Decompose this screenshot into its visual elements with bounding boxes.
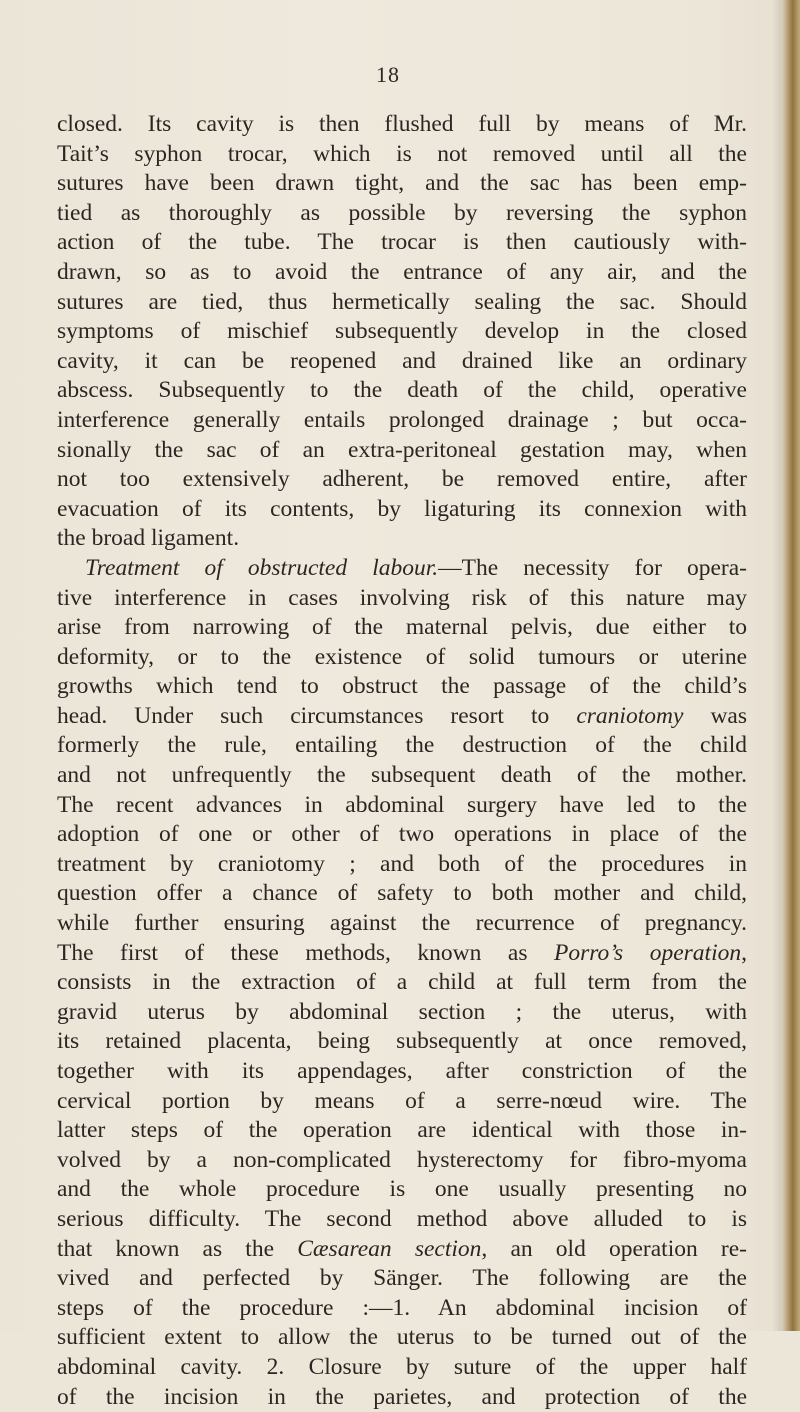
text-segment: consists in the extraction of a child at full term from the [57,969,747,996]
text-segment: —The necessity for opera- [438,554,747,581]
text-line [57,998,747,1028]
text-line [57,879,747,909]
text-line [57,1146,747,1176]
text-segment: evacuation of its contents, by ligaturing its connexion with [57,495,747,522]
text-segment: , an old operation re- [481,1235,747,1262]
text-segment: while further ensuring against the recurrence of pregnancy. [57,910,747,937]
text-segment: tied as thoroughly as possible by reversing the syphon [57,199,747,226]
text-line [57,199,747,229]
text-segment: treatment by craniotomy ; and both of the procedures in [57,850,747,877]
text-line [57,258,747,288]
text-segment: and not unfrequently the subsequent death of the mother. [57,762,747,789]
text-line [57,1294,747,1324]
text-segment: formerly the rule, entailing the destruction of the child [57,732,747,759]
text-segment: its retained placenta, being subsequently at once removed, [57,1028,747,1055]
text-segment: cavity, it can be reopened and drained like an ordinary [57,347,747,374]
text-segment: sionally the sac of an extra-peritoneal gestation may, when [57,436,747,463]
text-line [57,1353,747,1383]
text-segment: vived and perfected by Sänger. The following are the [57,1265,747,1292]
text-line [57,939,747,969]
text-line [57,1057,747,1087]
text-segment: was [683,702,748,729]
text-segment: sufficient extent to allow the uterus to be turned out of the [57,1324,747,1351]
text-line [57,228,747,258]
text-segment: deformity, or to the existence of solid tumours or uterine [57,643,747,670]
text-segment: that known as the [57,1235,298,1262]
text-segment: , [741,939,747,966]
text-segment: latter steps of the operation are identical with those in- [57,1117,747,1144]
text-line [57,643,747,673]
text-segment: not too extensively adherent, be removed entire, after [57,466,747,493]
text-line [57,1087,747,1117]
text-line [57,672,747,702]
text-segment: tive interference in cases involving risk of this nature may [57,584,747,611]
text-line [57,613,747,643]
text-segment: sutures have been drawn tight, and the sac has been emp- [57,170,747,197]
text-line [57,406,747,436]
italic-segment: craniotomy [576,702,684,729]
page-number: 18 [376,62,400,87]
text-line [57,1235,747,1265]
text-segment: abscess. Subsequently to the death of the child, operative [57,377,747,404]
text-segment: symptoms of mischief subsequently develop in the closed [57,318,747,345]
text-line [57,1027,747,1057]
text-segment: gravid uterus by abdominal section ; the uterus, with [57,998,747,1025]
text-segment: The recent advances in abdominal surgery have led to the [57,791,747,818]
text-line [57,554,747,584]
text-segment: arise from narrowing of the maternal pelvis, due either to [57,614,747,641]
text-line [57,376,747,406]
text-line [57,702,747,732]
text-line [57,436,747,466]
text-line [57,140,747,170]
italic-segment: Cæsarean section [297,1235,482,1262]
text-line [57,1383,747,1412]
text-line [57,495,747,525]
text-segment: and the whole procedure is one usually presenting no [57,1176,747,1203]
text-line [57,761,747,791]
text-segment: volved by a non-complicated hysterectomy for fibro-myoma [57,1146,747,1173]
text-line [57,1116,747,1146]
text-line [57,584,747,614]
text-segment: head. Under such circumstances resort to [57,702,577,729]
text-line [57,347,747,377]
body-text [57,110,747,1412]
text-line [57,169,747,199]
text-line [57,288,747,318]
text-segment: Tait’s syphon trocar, which is not removed until all the [57,140,747,167]
text-line [57,317,747,347]
text-segment: steps of the procedure :—1. An abdominal incision of [57,1294,747,1321]
text-segment: serious difficulty. The second method above alluded to is [57,1205,747,1232]
text-line [57,110,747,140]
text-segment: adoption of one or other of two operations in place of the [57,821,747,848]
text-segment: question offer a chance of safety to both mother and child, [57,880,747,907]
text-segment: together with its appendages, after constriction of the [57,1058,747,1084]
text-segment: interference generally entails prolonged drainage ; but occa- [57,406,747,433]
text-segment: the broad ligament. [57,525,240,552]
text-segment: sutures are tied, thus hermetically sealing the sac. Should [57,288,747,315]
text-line [57,909,747,939]
text-segment: The first of these methods, known as [57,939,554,966]
text-segment: action of the tube. The trocar is then cautiously with- [57,229,747,256]
italic-segment: Porro’s operation [553,939,742,966]
text-line [57,850,747,880]
text-line [57,820,747,850]
text-line [57,524,747,554]
text-segment: closed. Its cavity is then flushed full by means of Mr. [57,111,747,137]
text-line [57,1175,747,1205]
text-line [57,968,747,998]
text-segment: growths which tend to obstruct the passage of the child’s [57,673,747,700]
text-segment: of the incision in the parietes, and protection of the [57,1383,747,1410]
italic-segment: Treatment of obstructed labour. [85,554,439,581]
text-line [57,1264,747,1294]
text-line [57,1205,747,1235]
text-segment: cervical portion by means of a serre-nœud wire. The [57,1087,747,1114]
page-edge-binding [782,0,800,1331]
page-gutter-shadow [772,0,782,1331]
text-segment: abdominal cavity. 2. Closure by suture of the upper half [57,1353,747,1380]
text-line [57,465,747,495]
text-line [57,1323,747,1353]
text-line [57,731,747,761]
text-segment: drawn, so as to avoid the entrance of any air, and the [57,258,747,285]
text-line [57,791,747,821]
